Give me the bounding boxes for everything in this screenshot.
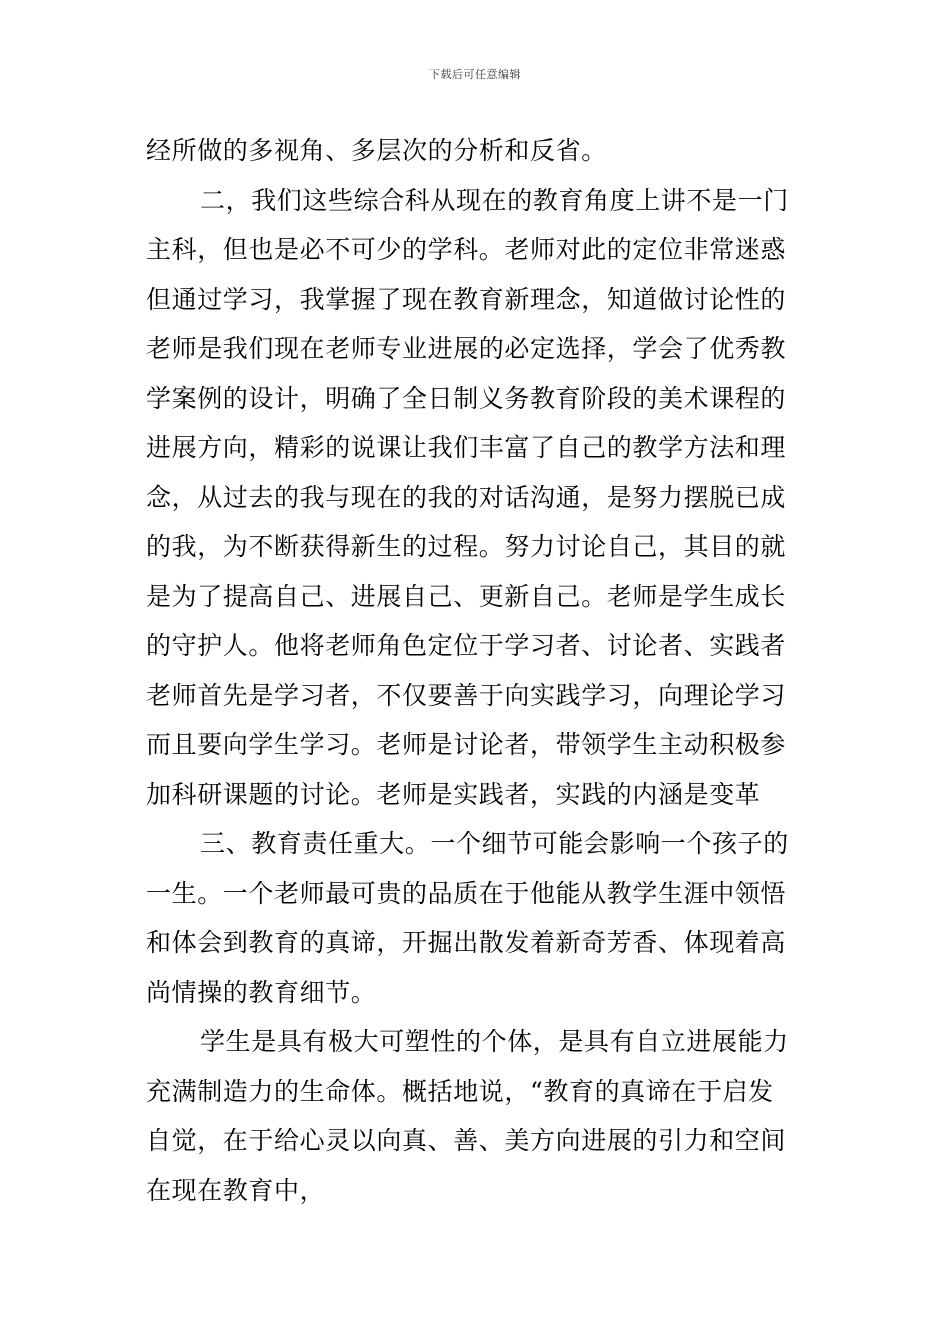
text-line: 老师是我们现在老师专业进展的必定选择，学会了优秀教 — [146, 334, 787, 363]
text-line: 经所做的多视角、多层次的分析和反省。 — [146, 136, 607, 165]
text-line: 的守护人。他将老师角色定位于学习者、讨论者、实践者 — [146, 631, 787, 660]
text-line: 而且要向学生学习。老师是讨论者，带领学生主动积极参 — [146, 730, 787, 759]
text-line: 二，我们这些综合科从现在的教育角度上讲不是一门 — [200, 185, 789, 215]
text-line: 加科研课题的讨论。老师是实践者，实践的内涵是变革 — [146, 779, 761, 809]
document-body — [146, 126, 818, 1215]
page-header: 下载后可任意编辑 — [429, 68, 521, 81]
text-line: 的我，为不断获得新生的过程。努力讨论自己，其目的就 — [146, 532, 787, 561]
text-line: 和体会到教育的真谛，开掘出散发着新奇芳香、体现着高 — [146, 928, 787, 957]
text-line: 尚情操的教育细节。 — [146, 977, 377, 1007]
text-line: 充满制造力的生命体。概括地说，“教育的真谛在于启发 — [146, 1076, 774, 1106]
text-line: 老师首先是学习者，不仅要善于向实践学习，向理论学习 — [146, 680, 787, 710]
text-line: 学生是具有极大可塑性的个体，是具有自立进展能力 — [200, 1027, 789, 1056]
text-line: 但通过学习，我掌握了现在教育新理念，知道做讨论性的 — [146, 284, 787, 314]
text-line: 三、教育责任重大。一个细节可能会影响一个孩子的 — [200, 829, 789, 858]
text-line: 在现在教育中， — [146, 1175, 326, 1205]
text-line: 一生。一个老师最可贵的品质在于他能从教学生涯中领悟 — [146, 878, 787, 908]
text-line: 念，从过去的我与现在的我的对话沟通，是努力摆脱已成 — [146, 482, 787, 512]
text-line: 学案例的设计，明确了全日制义务教育阶段的美术课程的 — [146, 383, 787, 413]
text-line: 自觉，在于给心灵以向真、善、美方向进展的引力和空间 — [146, 1126, 787, 1155]
text-line: 进展方向，精彩的说课让我们丰富了自己的教学方法和理 — [146, 433, 787, 462]
text-line: 是为了提高自己、进展自己、更新自己。老师是学生成长 — [146, 581, 787, 611]
text-line: 主科，但也是必不可少的学科。老师对此的定位非常迷惑 — [146, 235, 787, 264]
